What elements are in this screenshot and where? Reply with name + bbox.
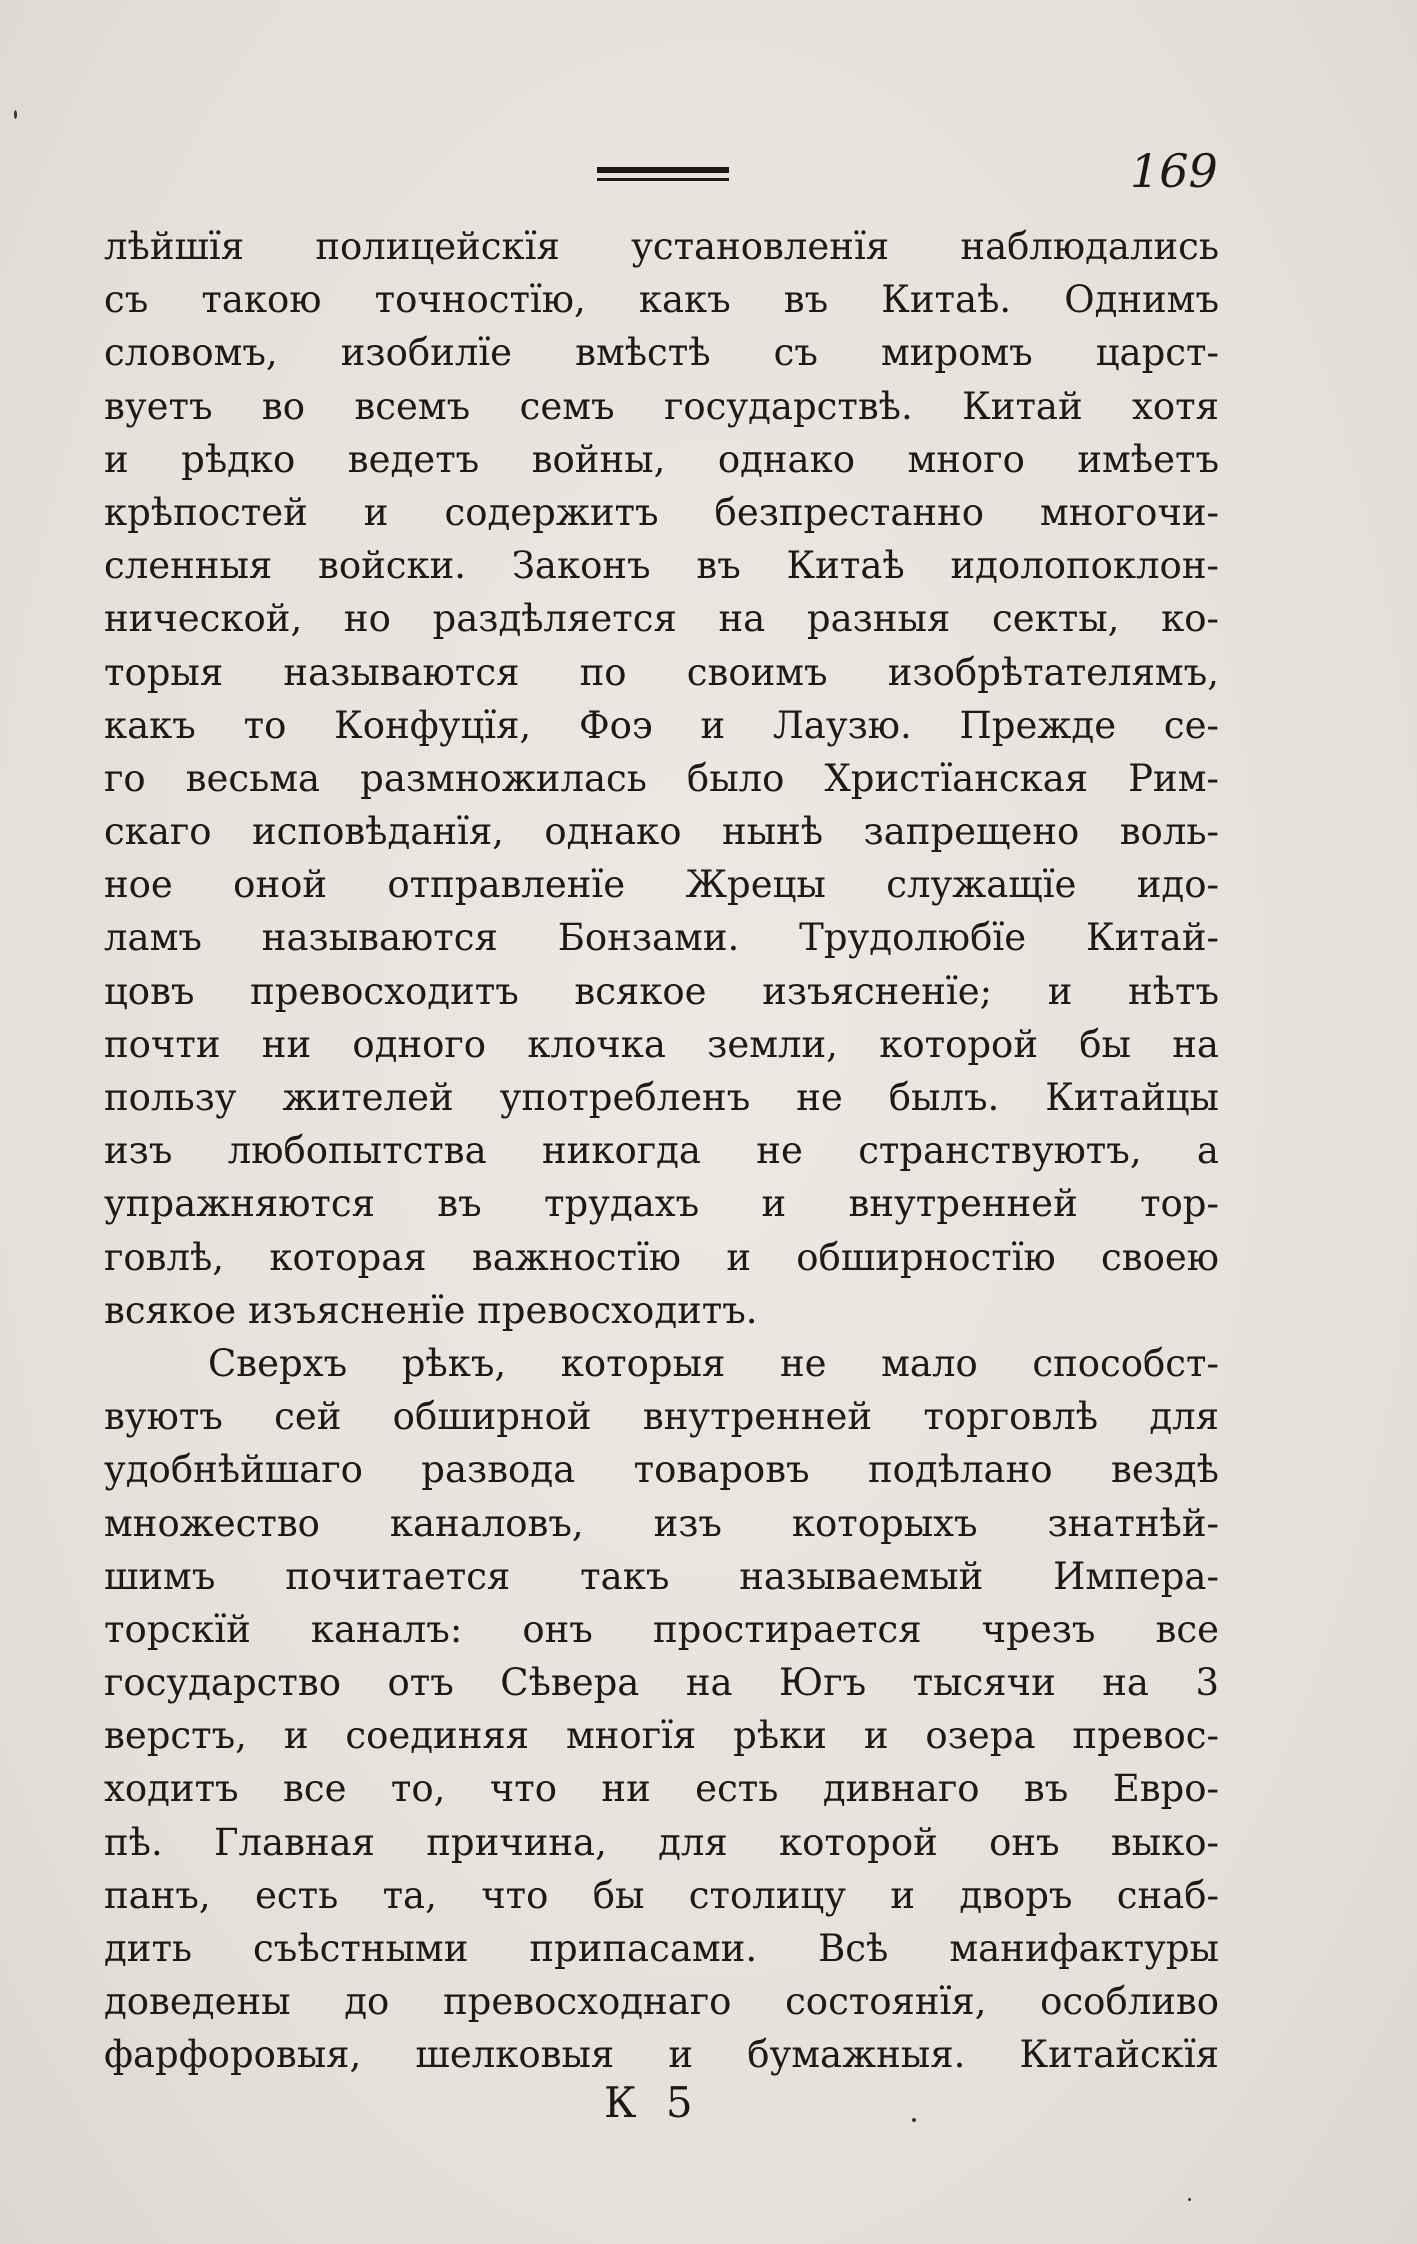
text-line: ходитъ все то, что ни есть дивнаго въ Евро- — [104, 1767, 1219, 1811]
text-line: удобнѣйшаго развода товаровъ подѣлано вездѣ — [104, 1448, 1219, 1492]
text-line: фарфоровыя, шелковыя и бумажныя. Китайскїя — [104, 2033, 1219, 2077]
text-line: шимъ почитается такъ называемый Импера- — [104, 1554, 1219, 1598]
body-text — [104, 220, 1219, 2082]
text-line: государство отъ Сѣвера на Югъ тысячи на 3 — [104, 1661, 1219, 1705]
page-number: 169 — [1130, 144, 1218, 198]
text-line: ламъ называются Бонзами. Трудолюбїе Китай- — [104, 916, 1219, 960]
text-line: торскїй каналъ: онъ простирается чрезъ все — [104, 1607, 1219, 1651]
text-line: какъ то Конфуцїя, Фоэ и Лаузю. Прежде се- — [104, 703, 1219, 747]
text-line: вуетъ во всемъ семъ государствѣ. Китай хотя — [104, 384, 1219, 428]
text-line: съ такою точностїю, какъ въ Китаѣ. Однимъ — [104, 278, 1219, 322]
text-line: нической, но раздѣляется на разныя секты, ко- — [104, 597, 1219, 641]
text-line: изъ любопытства никогда не странствуютъ, а — [104, 1129, 1219, 1173]
text-line: множество каналовъ, изъ которыхъ знатнѣй- — [104, 1501, 1219, 1545]
text-line: почти ни одного клочка земли, которой бы на — [104, 1022, 1219, 1066]
text-line: словомъ, изобилїе вмѣстѣ съ миромъ царст- — [104, 331, 1219, 375]
text-line: лѣйшїя полицейскїя установленїя наблюдались — [104, 225, 1219, 268]
ink-speck — [14, 110, 17, 119]
text-line: доведены до превосходнаго состоянїя, особливо — [104, 1980, 1219, 2024]
text-line: панъ, есть та, что бы столицу и дворъ снаб- — [104, 1873, 1219, 1917]
text-line: пѣ. Главная причина, для которой онъ выко- — [104, 1820, 1219, 1864]
text-line: цовъ превосходитъ всякое изъясненїе; и нѣтъ — [104, 969, 1219, 1013]
text-line: дить съѣстными припасами. Всѣ манифактуры — [104, 1927, 1219, 1970]
text-line: ное оной отправленїе Жрецы служащїе идо- — [104, 863, 1219, 907]
text-line: крѣпостей и содержитъ безпрестанно многочи- — [104, 490, 1219, 534]
text-line: пользу жителей употребленъ не былъ. Китайцы — [104, 1076, 1219, 1119]
text-line: верстъ, и соединяя многїя рѣки и озера превос- — [104, 1714, 1219, 1758]
text-line: говлѣ, которая важностїю и обширностїю своею — [104, 1235, 1219, 1279]
text-line: сленныя войски. Законъ въ Китаѣ идолопоклон- — [104, 544, 1219, 588]
text-line: вуютъ сей обширной внутренней торговлѣ для — [104, 1395, 1219, 1439]
signature-mark: К 5 — [604, 2078, 701, 2127]
ink-speck — [1188, 2198, 1191, 2201]
text-line: торыя называются по своимъ изобрѣтателямъ, — [104, 650, 1219, 694]
text-line: скаго исповѣданїя, однако нынѣ запрещено воль- — [104, 810, 1219, 854]
header-double-rule — [597, 167, 729, 181]
paragraph-start-line: Сверхъ рѣкъ, которыя не мало способст- — [208, 1341, 1219, 1385]
paragraph-end-line: всякое изъясненїе превосходитъ. — [104, 1288, 758, 1332]
text-line: и рѣдко ведетъ войны, однако много имѣетъ — [104, 437, 1219, 481]
ink-speck — [912, 2118, 916, 2122]
text-line: го весьма размножилась было Христїанская Рим- — [104, 756, 1219, 800]
text-line: упражняются въ трудахъ и внутренней тор- — [104, 1182, 1219, 1226]
